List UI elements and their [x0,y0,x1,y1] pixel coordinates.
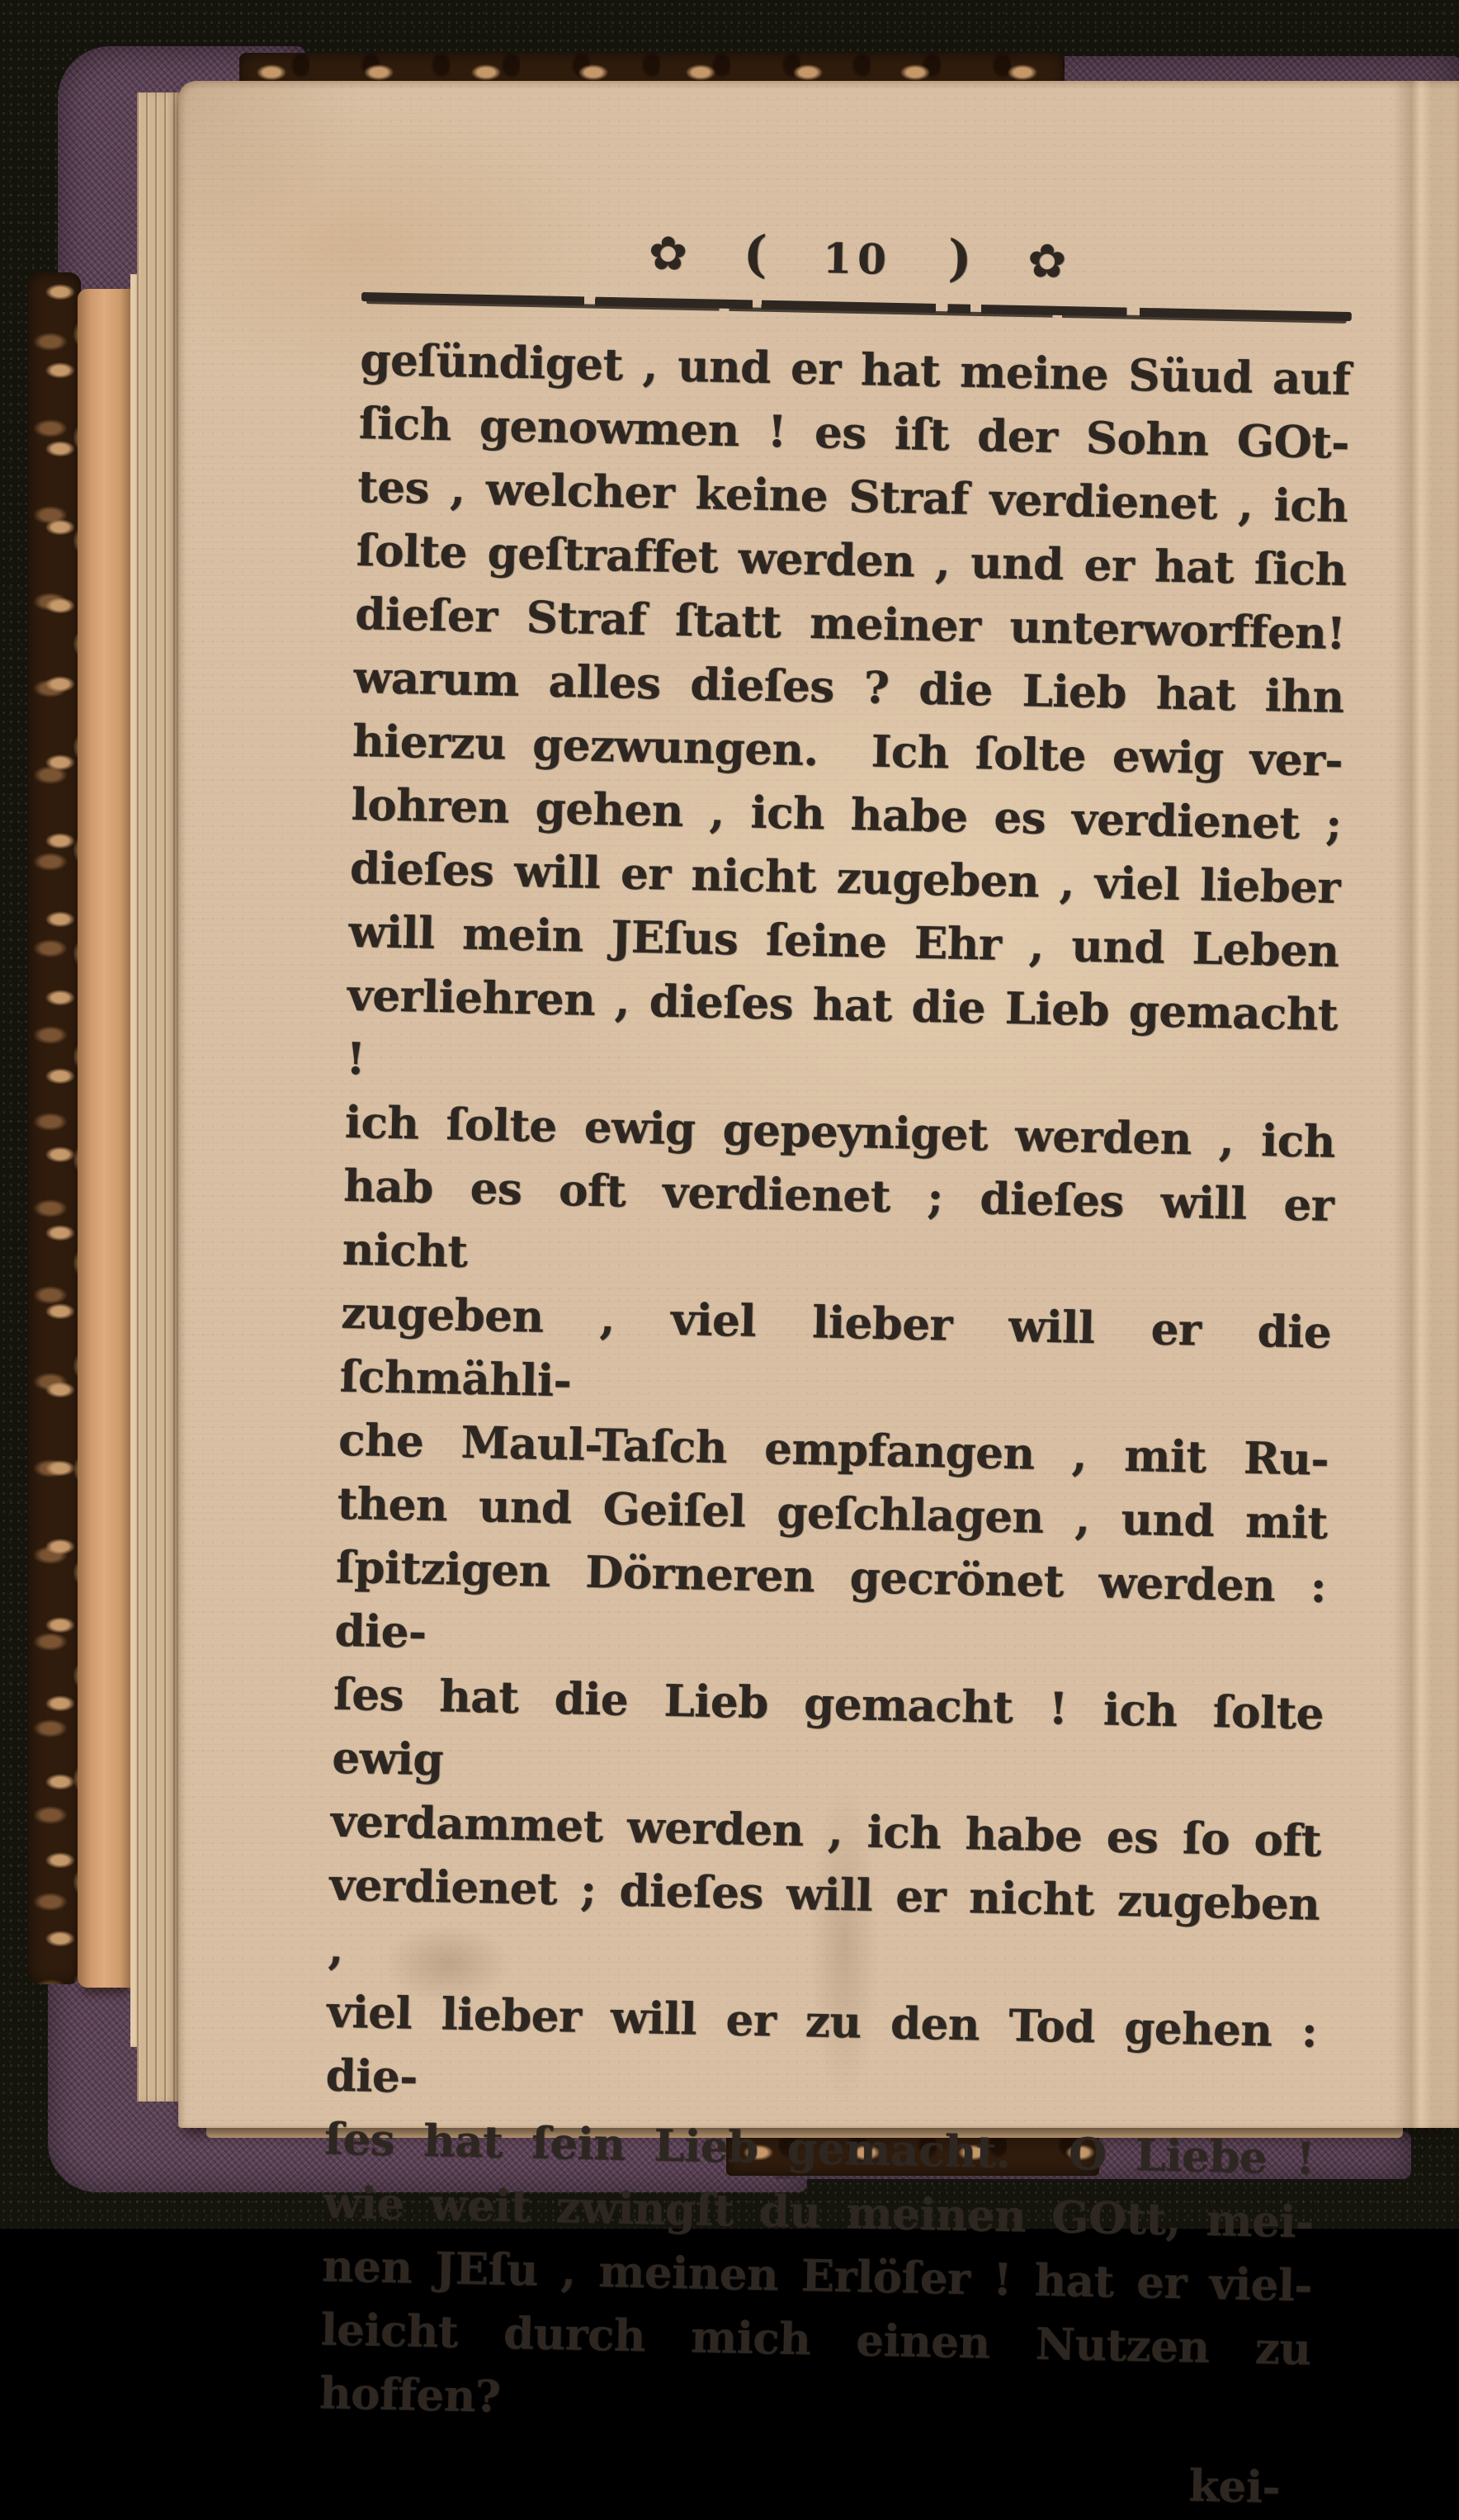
text-line: hab es oft verdienet ; dieſes will er nicht [342,1160,1353,1278]
gutter-fold-shading [1393,81,1459,2128]
text-line: wie weit zwingſt du meinen GOtt, mei- [323,2177,1315,2248]
text-line: nen JEſu , meinen Erlöſer ! hat er viel- [321,2240,1313,2312]
text-line: verdienet ; dieſes will er nicht zugeben , [328,1859,1339,1974]
catchword: kei- [1188,2460,1281,2513]
text-line: ſes hat die Lieb gemacht ! ich ſolte ewig [331,1668,1343,1786]
header-close-paren: ) [947,229,972,288]
marbled-leather-spine [28,272,81,1984]
text-line: ſes hat ſein Lieb gemacht. O Liebe ! [323,2113,1315,2185]
printed-text-block [317,211,1357,2520]
text-line: verdammet werden , ich habe es ſo oft [330,1795,1322,1867]
text-line: leicht durch mich einen Nutzen zu hoffen? [319,2304,1330,2423]
header-open-paren: ( [743,225,768,284]
text-line: tes , welcher keine Straf verdienet , ich [356,461,1348,532]
page-edges-stack-outer [78,289,134,1988]
text-line: geſündiget , und er hat meine Süud auf [359,333,1351,405]
text-line: will mein JEſus ſeine Ehr , und Leben [347,905,1339,977]
text-line: dieſer Straf ſtatt meiner unterworffen! [354,588,1346,660]
text-line: ſolte geſtraffet werden , und er hat ſich [356,524,1348,596]
fleuron-ornament-icon: ✿ [1027,234,1067,290]
text-line: hierzu gezwungen. Ich ſolte ewig ver- [352,715,1343,787]
text-line: verliehren , dieſes hat die Lieb gemacht ! [345,969,1357,1085]
text-line: zugeben , viel lieber will er die ſchmähli- [339,1287,1351,1407]
text-line: warum alles dieſes ? die Lieb hat ihn [353,651,1345,723]
page-edges-stack-inner [137,92,180,2102]
body-text [317,329,1357,2520]
text-line: ſich genowmen ! es iſt der Sohn GOt- [358,397,1350,469]
text-line: lohren gehen , ich habe es verdienet ; [351,778,1343,850]
page-number: 10 [822,233,893,284]
book-page [178,81,1459,2513]
text-line: ich ſolte ewig gepeyniget werden , ich [344,1096,1336,1168]
text-line: che Maul-Taſch empfangen , mit Ru- [338,1414,1329,1486]
page-header [361,211,1353,305]
text-line: viel lieber will er zu den Tod gehen : die- [325,1986,1337,2103]
text-line: dieſes will er nicht zugeben , viel lieber [349,842,1341,914]
text-line: ſpitzigen Dörneren gecrönet werden : die- [333,1541,1346,1658]
text-line: then und Geiſel geſchlagen , und mit [337,1477,1329,1549]
fleuron-ornament-icon: ✿ [648,226,688,281]
